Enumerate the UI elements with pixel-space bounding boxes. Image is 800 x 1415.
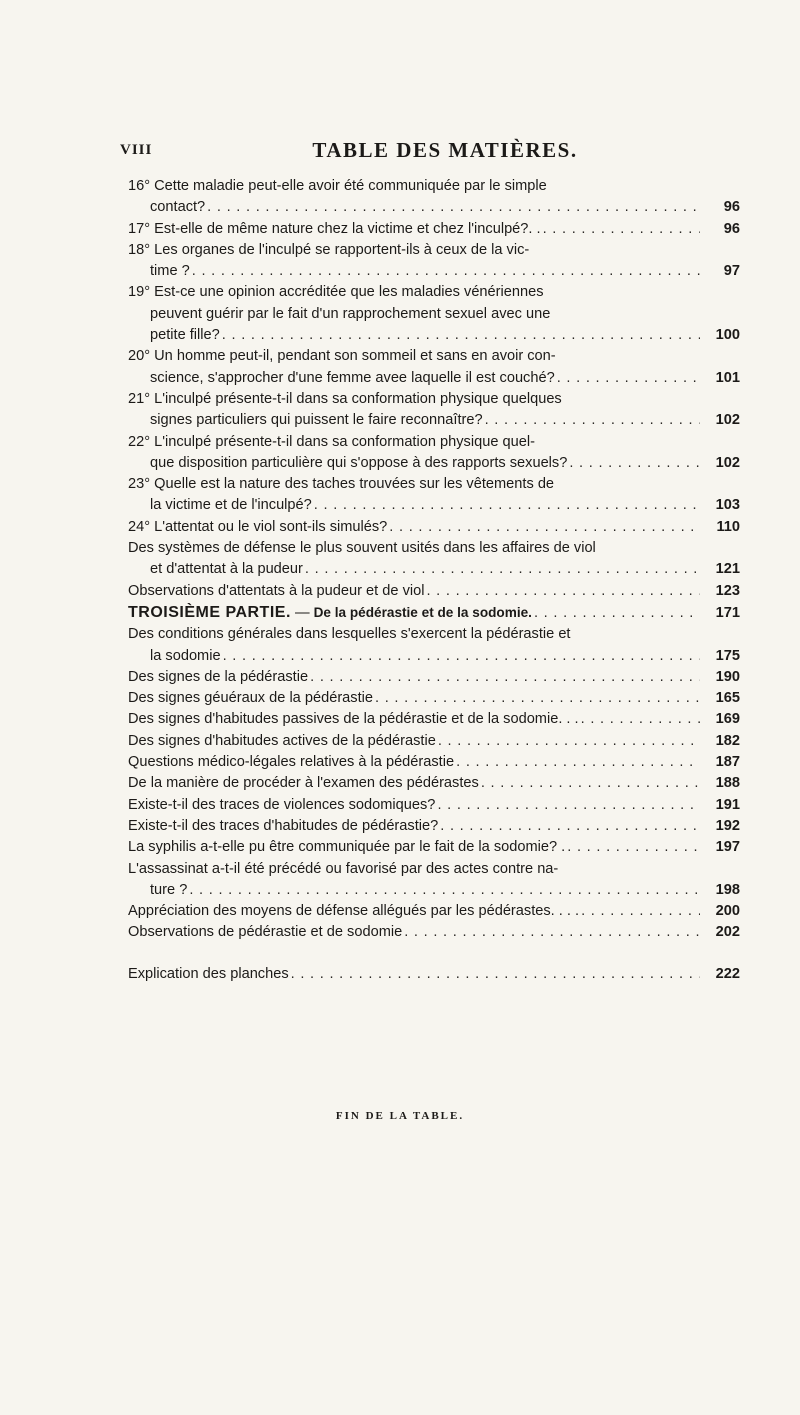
toc-entry-line — [128, 667, 740, 688]
toc-entry-text: Questions médico-légales relatives à la pédérastie — [128, 754, 455, 771]
toc-entry-text: 18° Les organes de l'inculpé se rapportent-ils à ceux de la vic- — [128, 241, 530, 258]
toc-entry-line — [128, 922, 740, 943]
leader-dots — [205, 197, 700, 218]
leader-dots — [402, 922, 700, 943]
toc-page-number: 97 — [723, 263, 740, 280]
toc-entry-text: La syphilis a-t-elle pu être communiquée par le fait de la sodomie? . — [128, 839, 566, 856]
toc-entry-line — [128, 261, 740, 282]
toc-entry — [128, 538, 740, 581]
toc-entry-line — [128, 581, 740, 602]
toc-entry-text: ture ? — [150, 881, 188, 898]
toc-page-number: 187 — [715, 754, 740, 771]
toc-entry — [128, 389, 740, 432]
leader-dots — [308, 667, 700, 688]
toc-entry-text: Existe-t-il des traces de violences sodomiques? — [128, 796, 436, 813]
toc-entry — [128, 859, 740, 902]
table-of-contents — [128, 176, 740, 985]
toc-entry-line — [128, 901, 740, 922]
part-heading-dash: — — [290, 604, 314, 621]
toc-page-number: 202 — [715, 924, 740, 941]
toc-entry-line — [128, 752, 740, 773]
toc-entry — [128, 773, 740, 794]
toc-entry — [128, 795, 740, 816]
toc-entry-line — [128, 859, 740, 880]
toc-page-number: 100 — [715, 327, 740, 344]
toc-entry — [128, 346, 740, 389]
toc-page-number: 198 — [715, 881, 740, 898]
toc-entry-line — [128, 176, 740, 197]
toc-page-number: 182 — [715, 732, 740, 749]
leader-dots — [373, 688, 700, 709]
toc-entry — [128, 752, 740, 773]
leader-dots — [567, 453, 700, 474]
leader-dots — [555, 368, 700, 389]
toc-entry — [128, 176, 740, 219]
toc-page-number: 171 — [715, 604, 740, 621]
toc-page-number: 192 — [715, 817, 740, 834]
leader-dots — [303, 559, 700, 580]
toc-entry-line — [128, 325, 740, 346]
part-heading-label: TROISIÈME PARTIE. — [128, 603, 291, 621]
toc-entry-line — [128, 495, 740, 516]
toc-entry-text: 23° Quelle est la nature des taches trouvées sur les vêtements de — [128, 476, 555, 493]
leader-dots — [221, 646, 700, 667]
toc-entry-text: Observations de pédérastie et de sodomie — [128, 924, 403, 941]
toc-page-number: 102 — [715, 412, 740, 429]
toc-entry-text: contact? — [150, 199, 206, 216]
toc-entry — [128, 432, 740, 475]
toc-entry-text: 24° L'attentat ou le viol sont-ils simulés? — [128, 518, 388, 535]
toc-entry — [128, 688, 740, 709]
toc-page-number: 190 — [715, 668, 740, 685]
leader-dots — [532, 603, 700, 624]
toc-page-number: 121 — [715, 561, 740, 578]
toc-page-number: 110 — [716, 518, 740, 535]
toc-entry-text: la victime et de l'inculpé? — [150, 497, 312, 514]
toc-entry-line — [128, 688, 740, 709]
toc-entry-line — [128, 346, 740, 367]
toc-entry — [128, 922, 740, 943]
toc-entry-line — [128, 880, 740, 901]
leader-dots — [220, 325, 700, 346]
part-heading-title: De la pédérastie et de la sodomie. — [313, 604, 532, 620]
toc-entry-text: time ? — [150, 263, 190, 280]
toc-entry-text: que disposition particulière qui s'oppose à des rapports sexuels? — [150, 454, 568, 471]
toc-entry — [128, 282, 740, 346]
toc-entry-text: Existe-t-il des traces d'habitudes de pédérastie? — [128, 817, 439, 834]
toc-entry-text: Observations d'attentats à la pudeur et de viol — [128, 582, 425, 599]
toc-entry-text: 21° L'inculpé présente-t-il dans sa conformation physique quelques — [128, 390, 562, 407]
toc-entry-line — [128, 773, 740, 794]
leader-dots — [435, 795, 700, 816]
toc-entry-line — [128, 624, 740, 645]
toc-page-number: 103 — [715, 497, 740, 514]
toc-page-number: 96 — [723, 220, 740, 237]
toc-entry-text: Des conditions générales dans lesquelles s'exercent la pédérastie et — [128, 626, 571, 643]
toc-entry — [128, 219, 740, 240]
toc-entry-text: Appréciation des moyens de défense allégués par les pédérastes. . . . — [128, 903, 580, 920]
toc-entry-text: Des signes de la pédérastie — [128, 668, 309, 685]
toc-entry-text: 19° Est-ce une opinion accréditée que les maladies vénériennes — [128, 284, 544, 301]
toc-entry — [128, 837, 740, 858]
page-number: VIII — [120, 142, 153, 158]
leader-dots — [454, 752, 700, 773]
toc-page-number: 222 — [715, 965, 740, 982]
leader-dots — [187, 880, 700, 901]
toc-entry-text: petite fille? — [150, 327, 220, 344]
toc-entry-text: signes particuliers qui puissent le faire reconnaître? — [150, 412, 483, 429]
toc-entry-line — [128, 538, 740, 559]
toc-page-number: 200 — [715, 903, 740, 920]
toc-entry-line — [128, 646, 740, 667]
toc-entry-text: 16° Cette maladie peut-elle avoir été communiquée par le simple — [128, 178, 547, 194]
toc-page-number: 102 — [715, 454, 740, 471]
toc-entry-text — [128, 602, 532, 624]
leader-dots — [483, 410, 700, 431]
toc-entry — [128, 964, 740, 985]
toc-entry-text: 22° L'inculpé présente-t-il dans sa conformation physique quel- — [128, 433, 535, 450]
toc-entry-line — [128, 964, 740, 985]
leader-dots — [579, 901, 700, 922]
leader-dots — [424, 581, 700, 602]
toc-page-number: 197 — [715, 839, 740, 856]
end-of-table-note: FIN DE LA TABLE. — [335, 1110, 465, 1122]
toc-entry-line — [128, 517, 740, 538]
toc-entry-text: science, s'approcher d'une femme avee laquelle il est couché? — [150, 369, 555, 386]
toc-entry-text: Explication des planches — [128, 965, 289, 982]
leader-dots — [436, 731, 700, 752]
toc-entry-text: De la manière de procéder à l'examen des pédérastes — [128, 775, 479, 792]
leader-dots — [438, 816, 700, 837]
toc-entry-line — [128, 389, 740, 410]
toc-entry-line — [128, 368, 740, 389]
leader-dots — [541, 219, 700, 240]
toc-entry — [128, 581, 740, 602]
toc-entry-line — [128, 474, 740, 495]
toc-entry — [128, 901, 740, 922]
leader-dots — [479, 773, 700, 794]
toc-entry-text: L'assassinat a-t-il été précédé ou favorisé par des actes contre na- — [128, 860, 559, 877]
toc-entry-line — [128, 219, 740, 240]
leader-dots — [387, 517, 700, 538]
toc-entry-line — [128, 240, 740, 261]
toc-entry-text: la sodomie — [150, 647, 221, 664]
toc-page-number: 123 — [715, 582, 740, 599]
toc-entry — [128, 709, 740, 730]
toc-entry-line — [128, 731, 740, 752]
toc-entry-line — [128, 837, 740, 858]
toc-page-number: 165 — [715, 690, 740, 707]
leader-dots — [289, 964, 700, 985]
running-title: TABLE DES MATIÈRES. — [312, 138, 578, 162]
toc-entry-line — [128, 197, 740, 218]
toc-entry-text: Des systèmes de défense le plus souvent usités dans les affaires de viol — [128, 540, 596, 557]
toc-page-number: 175 — [715, 647, 740, 664]
toc-entry-text: Des signes d'habitudes passives de la pédérastie et de la sodomie. . . — [128, 711, 579, 728]
leader-dots — [565, 837, 700, 858]
toc-page-number: 101 — [715, 369, 740, 386]
toc-entry-line — [128, 410, 740, 431]
toc-page-number: 96 — [723, 199, 740, 216]
toc-entry-text: 17° Est-elle de même nature chez la victime et chez l'inculpé?. . — [128, 220, 541, 237]
toc-entry-line — [128, 432, 740, 453]
toc-entry — [128, 602, 740, 624]
toc-entry — [128, 816, 740, 837]
toc-entry — [128, 667, 740, 688]
toc-entry — [128, 731, 740, 752]
toc-entry-text: Des signes d'habitudes actives de la pédérastie — [128, 732, 436, 749]
toc-entry-line — [128, 282, 740, 303]
toc-entry — [128, 624, 740, 667]
toc-entry — [128, 240, 740, 283]
toc-entry-line — [128, 709, 740, 730]
toc-entry-line — [128, 795, 740, 816]
toc-entry — [128, 474, 740, 517]
toc-entry-line — [128, 816, 740, 837]
toc-entry-text: et d'attentat à la pudeur — [150, 561, 303, 578]
toc-entry-line — [128, 304, 740, 325]
toc-entry-text: 20° Un homme peut-il, pendant son sommeil et sans en avoir con- — [128, 348, 556, 365]
toc-entry-line — [128, 559, 740, 580]
toc-page-number: 169 — [715, 711, 740, 728]
toc-page-number: 188 — [715, 775, 740, 792]
leader-dots — [579, 709, 700, 730]
toc-entry-text: peuvent guérir par le fait d'un rapprochement sexuel avec une — [150, 305, 551, 322]
toc-entry-line — [128, 453, 740, 474]
leader-dots — [312, 495, 700, 516]
page-header — [120, 138, 740, 168]
leader-dots — [190, 261, 700, 282]
toc-entry-line — [128, 602, 740, 624]
toc-entry — [128, 517, 740, 538]
toc-page-number: 191 — [715, 796, 740, 813]
toc-entry-text: Des signes géuéraux de la pédérastie — [128, 690, 374, 707]
